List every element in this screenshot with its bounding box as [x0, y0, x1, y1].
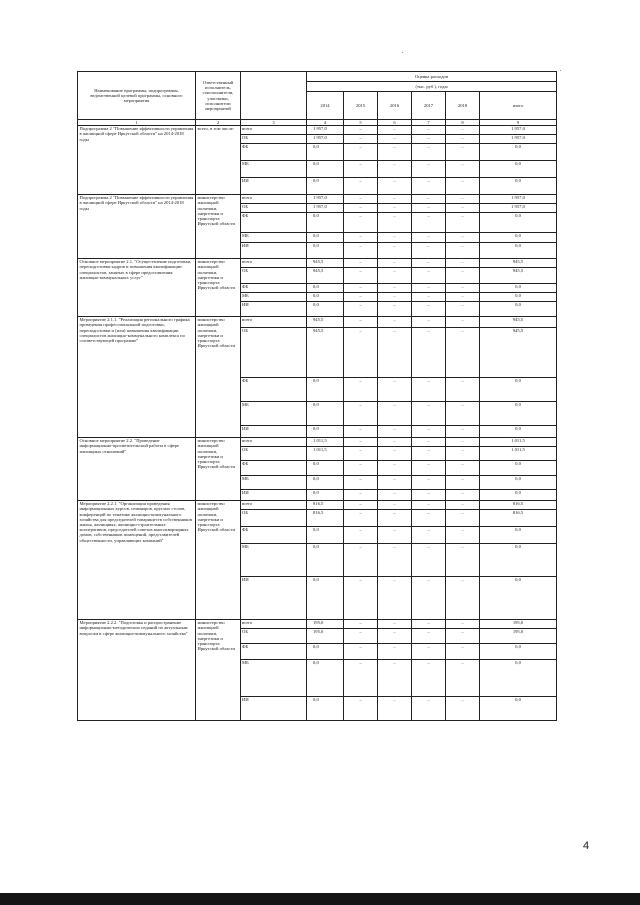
- value-2017-cell: –: [412, 135, 446, 144]
- table-row: [78, 317, 557, 328]
- table-row: [78, 195, 557, 204]
- funding-source-cell: ИИ: [241, 178, 307, 195]
- value-2016-cell: –: [378, 259, 412, 268]
- value-2016-cell: –: [378, 378, 412, 402]
- column-number: 8: [446, 120, 480, 126]
- value-2016-cell: –: [378, 317, 412, 328]
- value-2014-cell: 1 957,0: [307, 135, 344, 144]
- value-2014-cell: 0,0: [307, 233, 344, 243]
- value-2014-cell: 1 957,0: [307, 195, 344, 204]
- value-2014-cell: 945,5: [307, 268, 344, 284]
- value-2015-cell: –: [344, 126, 378, 135]
- value-2015-cell: –: [344, 660, 378, 697]
- value-2014-cell: 945,5: [307, 259, 344, 268]
- program-name-header: Наименование программы, подпрограммы, ведомственной целевой программы, основного мероприятия: [78, 72, 196, 120]
- total-cell: 0,0: [480, 402, 557, 426]
- value-2016-cell: –: [378, 629, 412, 644]
- value-2014-cell: 195,0: [307, 629, 344, 644]
- table-row: [78, 438, 557, 447]
- program-name-cell: Мероприятие 2.2.1. "Организация проведения информационных курсов, семинаров, круглых столов, конференций по тематике жилищно-коммунального хозяйства для председателей товариществ собственников жилья, жилищных, жилищно-строительных кооперативов, председателей советов многоквартирных домов, собственников помещений, представителей общественности, управляющих компаний": [78, 501, 196, 620]
- column-number: 4: [307, 120, 344, 126]
- value-2017-cell: –: [412, 259, 446, 268]
- funding-source-cell: ОБ: [241, 135, 307, 144]
- value-2017-cell: –: [412, 213, 446, 233]
- funding-source-cell: МБ: [241, 233, 307, 243]
- column-number: 6: [378, 120, 412, 126]
- value-2014-cell: 0,0: [307, 476, 344, 490]
- total-cell: 0,0: [480, 544, 557, 577]
- value-2018-cell: –: [446, 476, 480, 490]
- total-cell: 0,0: [480, 697, 557, 721]
- value-2016-cell: –: [378, 544, 412, 577]
- total-cell: 0,0: [480, 660, 557, 697]
- value-2016-cell: –: [378, 268, 412, 284]
- value-2014-cell: 0,0: [307, 378, 344, 402]
- value-2017-cell: –: [412, 527, 446, 544]
- funding-source-cell: ОБ: [241, 510, 307, 527]
- value-2016-cell: –: [378, 527, 412, 544]
- value-2017-cell: –: [412, 233, 446, 243]
- value-2015-cell: –: [344, 402, 378, 426]
- program-name-cell: Мероприятие 2.2.2. "Подготовка и распространение информационно-методических изданий по актуальным вопросам в сфере жилищно-коммунального хозяйства": [78, 620, 196, 721]
- column-number: 9: [480, 120, 557, 126]
- program-name-cell: Основное мероприятие 2.2. "Проведение информационно-просветительской работы в сфере жилищных отношений": [78, 438, 196, 501]
- value-2018-cell: –: [446, 577, 480, 620]
- total-cell: 0,0: [480, 144, 557, 161]
- funding-source-cell: ФБ: [241, 378, 307, 402]
- value-2016-cell: –: [378, 284, 412, 293]
- funding-source-cell: ИИ: [241, 426, 307, 438]
- funding-source-cell: всего: [241, 620, 307, 629]
- value-2015-cell: –: [344, 204, 378, 213]
- value-2016-cell: –: [378, 476, 412, 490]
- value-2015-cell: –: [344, 476, 378, 490]
- funding-source-cell: всего: [241, 438, 307, 447]
- value-2015-cell: –: [344, 328, 378, 378]
- value-2016-cell: –: [378, 293, 412, 302]
- value-2014-cell: 1 011,5: [307, 438, 344, 447]
- value-2016-cell: –: [378, 144, 412, 161]
- value-2014-cell: 0,0: [307, 544, 344, 577]
- total-cell: 945,5: [480, 259, 557, 268]
- value-2015-cell: –: [344, 233, 378, 243]
- value-2017-cell: –: [412, 447, 446, 461]
- value-2018-cell: –: [446, 660, 480, 697]
- value-2014-cell: 0,0: [307, 490, 344, 501]
- value-2015-cell: –: [344, 284, 378, 293]
- total-cell: 0,0: [480, 161, 557, 178]
- funding-source-cell: МБ: [241, 402, 307, 426]
- total-cell: 1 957,0: [480, 204, 557, 213]
- total-cell: 1 957,0: [480, 126, 557, 135]
- funding-source-cell: ФБ: [241, 644, 307, 660]
- value-2014-cell: 945,5: [307, 317, 344, 328]
- total-cell: 1 011,5: [480, 447, 557, 461]
- value-2016-cell: –: [378, 660, 412, 697]
- program-name-cell: Подпрограмма 2 "Повышение эффективности управления в жилищной сфере Иркутской области" на 2014-2018 годы: [78, 126, 196, 195]
- value-2018-cell: –: [446, 317, 480, 328]
- funding-source-cell: всего: [241, 317, 307, 328]
- value-2014-cell: 0,0: [307, 144, 344, 161]
- funding-source-cell: ИИ: [241, 577, 307, 620]
- value-2017-cell: –: [412, 577, 446, 620]
- funding-source-cell: ОБ: [241, 204, 307, 213]
- value-2016-cell: –: [378, 233, 412, 243]
- value-2015-cell: –: [344, 243, 378, 259]
- total-cell: 0,0: [480, 293, 557, 302]
- funding-source-cell: ОБ: [241, 447, 307, 461]
- value-2018-cell: –: [446, 461, 480, 476]
- value-2017-cell: –: [412, 243, 446, 259]
- value-2015-cell: –: [344, 577, 378, 620]
- value-2016-cell: –: [378, 447, 412, 461]
- year-header: 2018: [446, 92, 480, 120]
- value-2018-cell: –: [446, 178, 480, 195]
- value-2017-cell: –: [412, 510, 446, 527]
- table-row: [78, 501, 557, 510]
- value-2016-cell: –: [378, 161, 412, 178]
- value-2018-cell: –: [446, 490, 480, 501]
- value-2015-cell: –: [344, 268, 378, 284]
- total-cell: 945,5: [480, 328, 557, 378]
- value-2014-cell: 0,0: [307, 402, 344, 426]
- executor-cell: всего, в том числе:: [196, 126, 241, 195]
- value-2016-cell: –: [378, 213, 412, 233]
- value-2018-cell: –: [446, 438, 480, 447]
- value-2018-cell: –: [446, 402, 480, 426]
- total-cell: 195,0: [480, 629, 557, 644]
- total-cell: 0,0: [480, 302, 557, 317]
- total-cell: 0,0: [480, 461, 557, 476]
- table-row: [78, 620, 557, 629]
- value-2015-cell: –: [344, 501, 378, 510]
- value-2018-cell: –: [446, 243, 480, 259]
- value-2017-cell: –: [412, 544, 446, 577]
- value-2014-cell: 0,0: [307, 644, 344, 660]
- column-number: 7: [412, 120, 446, 126]
- value-2014-cell: 0,0: [307, 161, 344, 178]
- value-2018-cell: –: [446, 293, 480, 302]
- value-2016-cell: –: [378, 243, 412, 259]
- value-2017-cell: –: [412, 161, 446, 178]
- value-2018-cell: –: [446, 426, 480, 438]
- funding-source-cell: МБ: [241, 161, 307, 178]
- funding-source-cell: ИИ: [241, 243, 307, 259]
- total-cell: 1 957,0: [480, 135, 557, 144]
- funding-source-cell: ОБ: [241, 328, 307, 378]
- value-2014-cell: 0,0: [307, 461, 344, 476]
- year-header: 2016: [378, 92, 412, 120]
- total-cell: 945,5: [480, 268, 557, 284]
- funding-source-cell: МБ: [241, 476, 307, 490]
- scan-speck: [402, 52, 403, 53]
- funding-source-cell: всего: [241, 501, 307, 510]
- column-number: 1: [78, 120, 196, 126]
- value-2015-cell: –: [344, 697, 378, 721]
- scan-edge-bar: [0, 893, 640, 905]
- value-2015-cell: –: [344, 317, 378, 328]
- header-row-1: [78, 72, 557, 82]
- table-row: [78, 126, 557, 135]
- value-2015-cell: –: [344, 178, 378, 195]
- total-cell: 1 957,0: [480, 195, 557, 204]
- value-2017-cell: –: [412, 293, 446, 302]
- value-2018-cell: –: [446, 135, 480, 144]
- value-2016-cell: –: [378, 204, 412, 213]
- value-2015-cell: –: [344, 195, 378, 204]
- value-2018-cell: –: [446, 697, 480, 721]
- funding-source-header: [241, 72, 307, 120]
- total-cell: 0,0: [480, 378, 557, 402]
- value-2017-cell: –: [412, 438, 446, 447]
- value-2017-cell: –: [412, 178, 446, 195]
- value-2017-cell: –: [412, 501, 446, 510]
- value-2014-cell: 1 011,5: [307, 447, 344, 461]
- value-2015-cell: –: [344, 629, 378, 644]
- value-2016-cell: –: [378, 697, 412, 721]
- total-cell: 945,5: [480, 317, 557, 328]
- value-2018-cell: –: [446, 544, 480, 577]
- value-2018-cell: –: [446, 302, 480, 317]
- value-2014-cell: 0,0: [307, 284, 344, 293]
- total-cell: 0,0: [480, 527, 557, 544]
- value-2017-cell: –: [412, 268, 446, 284]
- executor-cell: министерство жилищной политики, энергетики и транспорта Иркутской области: [196, 620, 241, 721]
- funding-source-cell: всего: [241, 126, 307, 135]
- value-2014-cell: 1 957,0: [307, 204, 344, 213]
- value-2017-cell: –: [412, 644, 446, 660]
- value-2016-cell: –: [378, 438, 412, 447]
- value-2016-cell: –: [378, 178, 412, 195]
- value-2015-cell: –: [344, 644, 378, 660]
- value-2016-cell: –: [378, 195, 412, 204]
- budget-table: [77, 71, 557, 721]
- value-2018-cell: –: [446, 620, 480, 629]
- value-2017-cell: –: [412, 476, 446, 490]
- total-cell: 0,0: [480, 426, 557, 438]
- total-cell: 0,0: [480, 213, 557, 233]
- value-2017-cell: –: [412, 204, 446, 213]
- year-header: 2014: [307, 92, 344, 120]
- total-cell: 0,0: [480, 178, 557, 195]
- total-cell: 0,0: [480, 644, 557, 660]
- total-cell: 0,0: [480, 233, 557, 243]
- value-2018-cell: –: [446, 126, 480, 135]
- value-2014-cell: 195,0: [307, 620, 344, 629]
- total-cell: 0,0: [480, 243, 557, 259]
- funding-source-cell: ФБ: [241, 284, 307, 293]
- program-name-cell: Подпрограмма 2 "Повышение эффективности управления в жилищной сфере Иркутской области" на 2014-2018 годы: [78, 195, 196, 259]
- value-2016-cell: –: [378, 426, 412, 438]
- funding-source-cell: ОБ: [241, 629, 307, 644]
- value-2017-cell: –: [412, 461, 446, 476]
- total-cell: 0,0: [480, 476, 557, 490]
- value-2018-cell: –: [446, 144, 480, 161]
- value-2015-cell: –: [344, 378, 378, 402]
- value-2018-cell: –: [446, 233, 480, 243]
- value-2018-cell: –: [446, 213, 480, 233]
- executor-header: Ответственный исполнитель, соисполнители, участники, исполнители мероприятий: [196, 72, 241, 120]
- value-2017-cell: –: [412, 317, 446, 328]
- value-2015-cell: –: [344, 161, 378, 178]
- value-2015-cell: –: [344, 259, 378, 268]
- value-2016-cell: –: [378, 501, 412, 510]
- value-2017-cell: –: [412, 660, 446, 697]
- value-2015-cell: –: [344, 144, 378, 161]
- funding-source-cell: ФБ: [241, 213, 307, 233]
- value-2017-cell: –: [412, 629, 446, 644]
- value-2018-cell: –: [446, 284, 480, 293]
- funding-source-cell: всего: [241, 259, 307, 268]
- value-2016-cell: –: [378, 490, 412, 501]
- scan-speck: [560, 70, 561, 71]
- value-2016-cell: –: [378, 461, 412, 476]
- budget-document: [77, 71, 556, 721]
- funding-source-cell: ИИ: [241, 490, 307, 501]
- total-cell: 816,5: [480, 510, 557, 527]
- value-2017-cell: –: [412, 284, 446, 293]
- value-2018-cell: –: [446, 378, 480, 402]
- funding-source-cell: ФБ: [241, 144, 307, 161]
- total-cell: 0,0: [480, 284, 557, 293]
- value-2018-cell: –: [446, 510, 480, 527]
- value-2018-cell: –: [446, 259, 480, 268]
- total-header: итого: [480, 92, 557, 120]
- executor-cell: министерство жилищной политики, энергетики и транспорта Иркутской области: [196, 317, 241, 438]
- value-2016-cell: –: [378, 644, 412, 660]
- value-2014-cell: 0,0: [307, 302, 344, 317]
- value-2016-cell: –: [378, 135, 412, 144]
- funding-source-cell: всего: [241, 195, 307, 204]
- value-2015-cell: –: [344, 302, 378, 317]
- column-number: 3: [241, 120, 307, 126]
- value-2014-cell: 0,0: [307, 660, 344, 697]
- value-2017-cell: –: [412, 426, 446, 438]
- funding-source-cell: ИИ: [241, 302, 307, 317]
- value-2016-cell: –: [378, 328, 412, 378]
- value-2015-cell: –: [344, 620, 378, 629]
- value-2015-cell: –: [344, 438, 378, 447]
- value-2014-cell: 0,0: [307, 293, 344, 302]
- value-2018-cell: –: [446, 195, 480, 204]
- funding-source-cell: ФБ: [241, 527, 307, 544]
- value-2014-cell: 0,0: [307, 178, 344, 195]
- value-2016-cell: –: [378, 126, 412, 135]
- value-2017-cell: –: [412, 620, 446, 629]
- value-2016-cell: –: [378, 510, 412, 527]
- value-2018-cell: –: [446, 268, 480, 284]
- value-2016-cell: –: [378, 577, 412, 620]
- value-2014-cell: 816,5: [307, 510, 344, 527]
- value-2015-cell: –: [344, 490, 378, 501]
- value-2018-cell: –: [446, 204, 480, 213]
- value-2016-cell: –: [378, 620, 412, 629]
- year-header: 2015: [344, 92, 378, 120]
- value-2015-cell: –: [344, 293, 378, 302]
- value-2017-cell: –: [412, 490, 446, 501]
- value-2014-cell: 0,0: [307, 243, 344, 259]
- value-2014-cell: 0,0: [307, 213, 344, 233]
- budget-units: (тыс. руб.), годы: [307, 82, 557, 92]
- funding-source-cell: МБ: [241, 544, 307, 577]
- executor-cell: министерство жилищной политики, энергетики и транспорта Иркутской области: [196, 501, 241, 620]
- total-cell: 816,5: [480, 501, 557, 510]
- value-2018-cell: –: [446, 644, 480, 660]
- value-2015-cell: –: [344, 510, 378, 527]
- total-cell: 0,0: [480, 490, 557, 501]
- page-number: 4: [583, 840, 590, 852]
- value-2016-cell: –: [378, 402, 412, 426]
- value-2017-cell: –: [412, 144, 446, 161]
- value-2018-cell: –: [446, 447, 480, 461]
- budget-title: Оценка расходов: [307, 72, 557, 82]
- executor-cell: министерство жилищной политики, энергетики и транспорта Иркутской области: [196, 259, 241, 317]
- value-2014-cell: 816,5: [307, 501, 344, 510]
- total-cell: 195,0: [480, 620, 557, 629]
- executor-cell: министерство жилищной политики, энергетики и транспорта Иркутской области: [196, 438, 241, 501]
- value-2017-cell: –: [412, 378, 446, 402]
- value-2015-cell: –: [344, 527, 378, 544]
- funding-source-cell: МБ: [241, 293, 307, 302]
- value-2014-cell: 945,5: [307, 328, 344, 378]
- value-2014-cell: 0,0: [307, 697, 344, 721]
- value-2017-cell: –: [412, 126, 446, 135]
- value-2017-cell: –: [412, 302, 446, 317]
- column-number: 2: [196, 120, 241, 126]
- value-2015-cell: –: [344, 135, 378, 144]
- value-2018-cell: –: [446, 161, 480, 178]
- funding-source-cell: МБ: [241, 660, 307, 697]
- funding-source-cell: ИИ: [241, 697, 307, 721]
- value-2018-cell: –: [446, 629, 480, 644]
- value-2014-cell: 0,0: [307, 426, 344, 438]
- value-2016-cell: –: [378, 302, 412, 317]
- value-2018-cell: –: [446, 501, 480, 510]
- table-row: [78, 259, 557, 268]
- column-number: 5: [344, 120, 378, 126]
- funding-source-cell: ФБ: [241, 461, 307, 476]
- value-2017-cell: –: [412, 697, 446, 721]
- program-name-cell: Основное мероприятие 2.1. "Осуществление подготовки, переподготовки кадров и повышения квалификации специалистов, занятых в сфере предоставления жилищно-коммунальных услуг": [78, 259, 196, 317]
- value-2018-cell: –: [446, 527, 480, 544]
- value-2017-cell: –: [412, 195, 446, 204]
- value-2015-cell: –: [344, 426, 378, 438]
- total-cell: 0,0: [480, 577, 557, 620]
- value-2017-cell: –: [412, 328, 446, 378]
- value-2015-cell: –: [344, 461, 378, 476]
- value-2017-cell: –: [412, 402, 446, 426]
- value-2015-cell: –: [344, 447, 378, 461]
- value-2015-cell: –: [344, 213, 378, 233]
- value-2014-cell: 1 957,0: [307, 126, 344, 135]
- program-name-cell: Мероприятие 2.1.1. "Реализация регионального графика проведения профессиональной подготовки, переподготовки и (или) повышения квалификации специалистов жилищно-коммунального комплекса по соответствующей программе": [78, 317, 196, 438]
- value-2018-cell: –: [446, 328, 480, 378]
- value-2014-cell: 0,0: [307, 577, 344, 620]
- year-header: 2017: [412, 92, 446, 120]
- executor-cell: министерство жилищной политики, энергетики и транспорта Иркутской области: [196, 195, 241, 259]
- value-2014-cell: 0,0: [307, 527, 344, 544]
- total-cell: 1 011,5: [480, 438, 557, 447]
- funding-source-cell: ОБ: [241, 268, 307, 284]
- table-body: [78, 72, 557, 721]
- value-2015-cell: –: [344, 544, 378, 577]
